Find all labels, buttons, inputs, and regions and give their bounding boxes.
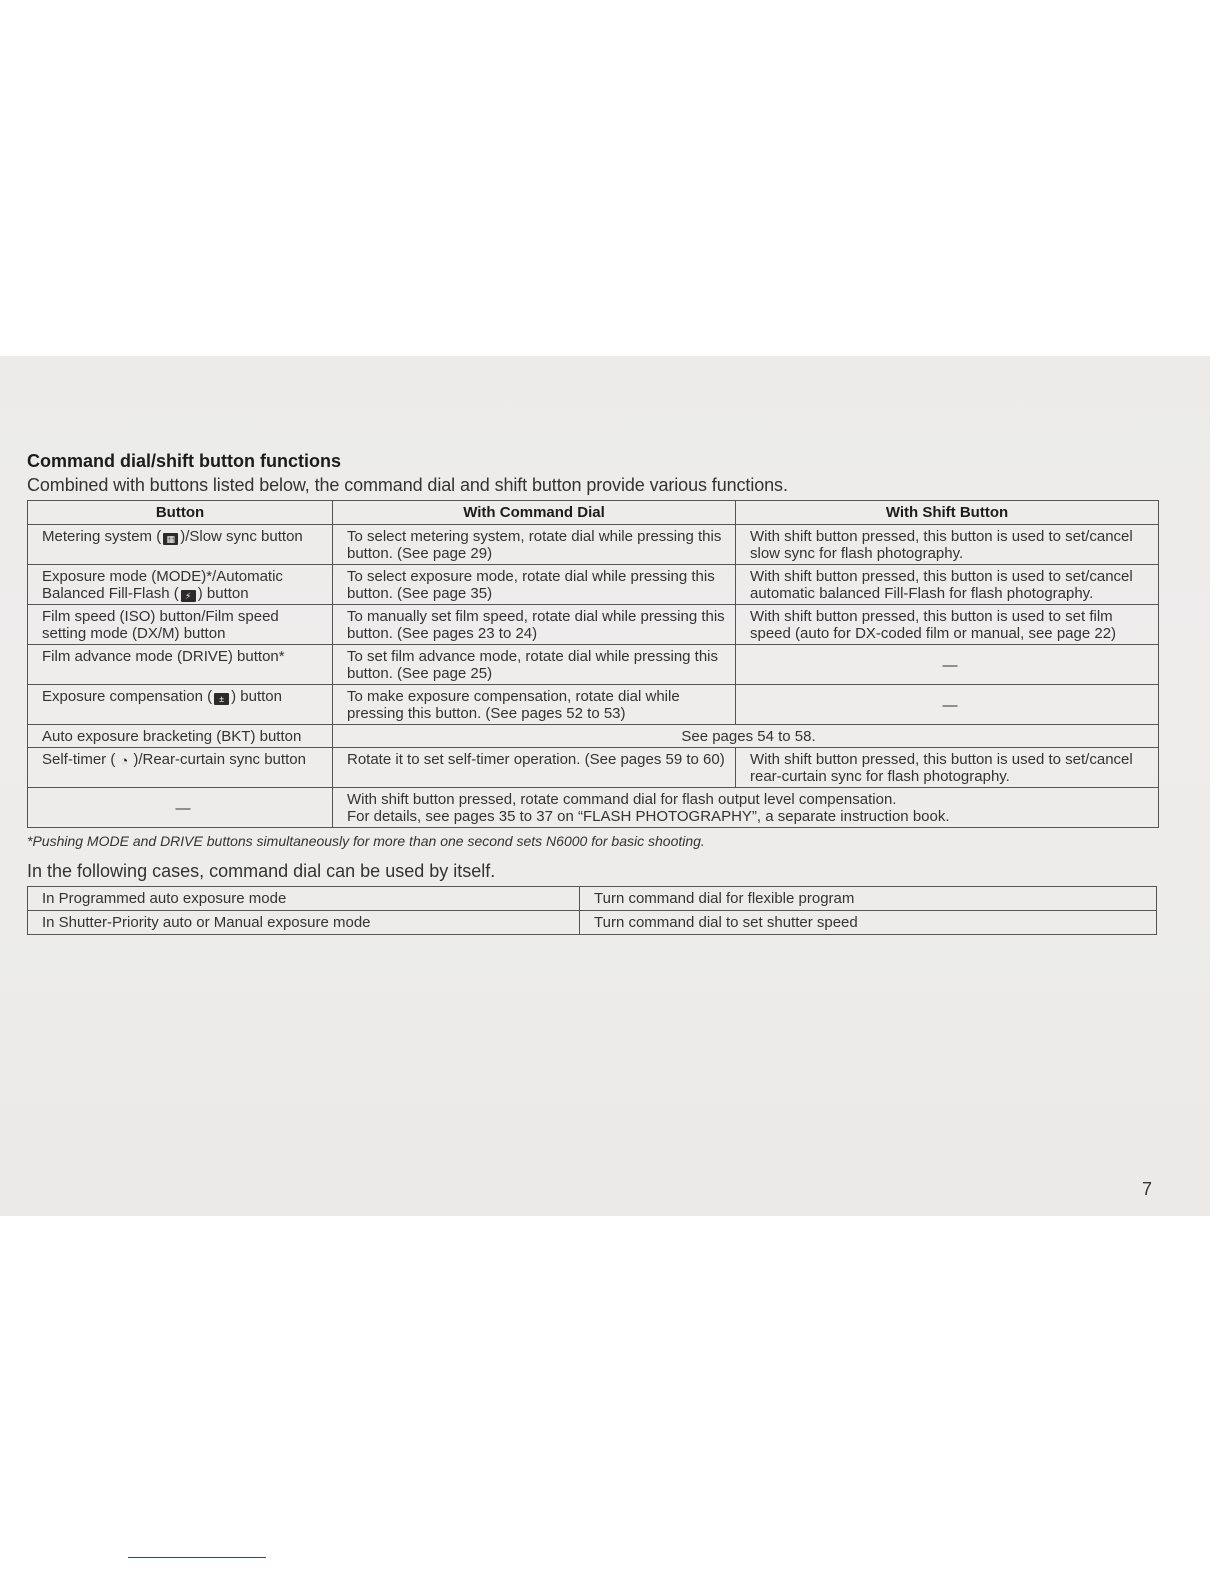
table-row [28, 911, 1157, 935]
button-text: )/Slow sync button [180, 528, 303, 545]
self-timer-icon: ◔ [120, 753, 129, 768]
shift-cell: With shift button pressed, this button is used to set/cancel slow sync for flash photography. [736, 525, 1159, 565]
table-row [28, 887, 1157, 911]
button-text: Self-timer ( [42, 751, 116, 768]
mode-cell: In Shutter-Priority auto or Manual exposure mode [28, 911, 580, 935]
fill-flash-icon: ⚡ [181, 590, 196, 602]
merged-cell: See pages 54 to 58. [333, 725, 1159, 748]
dial-cell: To set film advance mode, rotate dial while pressing this button. (See page 25) [333, 645, 736, 685]
shift-cell: — [736, 685, 1159, 725]
functions-table [27, 500, 1159, 828]
table-row [28, 645, 1159, 685]
button-text: Metering system ( [42, 528, 162, 545]
shift-cell: — [736, 645, 1159, 685]
table-row [28, 788, 1159, 828]
button-text: Exposure mode (MODE)*/Automatic Balanced Fill-Flash ( [42, 568, 283, 602]
button-cell [28, 685, 333, 725]
button-cell: Film speed (ISO) button/Film speed setting mode (DX/M) button [28, 605, 333, 645]
button-text: )/Rear-curtain sync button [133, 751, 306, 768]
button-text: ) button [197, 585, 249, 602]
button-text: ) button [231, 688, 282, 705]
mode-cell: In Programmed auto exposure mode [28, 887, 580, 911]
dial-cell: To make exposure compensation, rotate dial while pressing this button. (See pages 52 to 53) [333, 685, 736, 725]
footnote: *Pushing MODE and DRIVE buttons simultaneously for more than one second sets N6000 for basic shooting. [27, 833, 705, 849]
dial-cell: To manually set film speed, rotate dial while pressing this button. (See pages 23 to 24) [333, 605, 736, 645]
table-row [28, 565, 1159, 605]
link-underline [128, 1557, 266, 1558]
dial-cell: To select metering system, rotate dial while pressing this button. (See page 29) [333, 525, 736, 565]
shift-cell: With shift button pressed, this button is used to set/cancel rear-curtain sync for flash photography. [736, 748, 1159, 788]
shift-cell: With shift button pressed, this button is used to set/cancel automatic balanced Fill-Flash for flash photography. [736, 565, 1159, 605]
table-row [28, 525, 1159, 565]
button-cell: Film advance mode (DRIVE) button* [28, 645, 333, 685]
cases-table [27, 886, 1157, 935]
shift-cell: With shift button pressed, this button is used to set film speed (auto for DX-coded film or manual, see page 22) [736, 605, 1159, 645]
button-text: Exposure compensation ( [42, 688, 213, 705]
button-cell [28, 565, 333, 605]
action-cell: Turn command dial to set shutter speed [580, 911, 1157, 935]
merged-cell [333, 788, 1159, 828]
table-header-row [28, 501, 1159, 525]
merged-line: For details, see pages 35 to 37 on “FLASH PHOTOGRAPHY”, a separate instruction book. [347, 808, 950, 825]
header-command-dial: With Command Dial [333, 501, 736, 525]
matrix-metering-icon: ▦ [163, 533, 178, 545]
header-button: Button [28, 501, 333, 525]
button-cell: — [28, 788, 333, 828]
button-cell [28, 748, 333, 788]
merged-line: With shift button pressed, rotate command dial for flash output level compensation. [347, 791, 897, 808]
cases-title: In the following cases, command dial can be used by itself. [27, 861, 496, 881]
section-subtitle: Combined with buttons listed below, the command dial and shift button provide various functions. [27, 475, 788, 495]
section-title: Command dial/shift button functions [27, 451, 341, 471]
page-number: 7 [1141, 1179, 1152, 1199]
table-row [28, 725, 1159, 748]
button-cell [28, 525, 333, 565]
dial-cell: Rotate it to set self-timer operation. (See pages 59 to 60) [333, 748, 736, 788]
table-row [28, 685, 1159, 725]
button-cell: Auto exposure bracketing (BKT) button [28, 725, 333, 748]
table-row [28, 748, 1159, 788]
exposure-compensation-icon: ± [214, 693, 229, 705]
action-cell: Turn command dial for flexible program [580, 887, 1157, 911]
page-content [27, 450, 1159, 935]
dial-cell: To select exposure mode, rotate dial while pressing this button. (See page 35) [333, 565, 736, 605]
header-shift-button: With Shift Button [736, 501, 1159, 525]
table-row [28, 605, 1159, 645]
manual-page [0, 356, 1210, 1216]
